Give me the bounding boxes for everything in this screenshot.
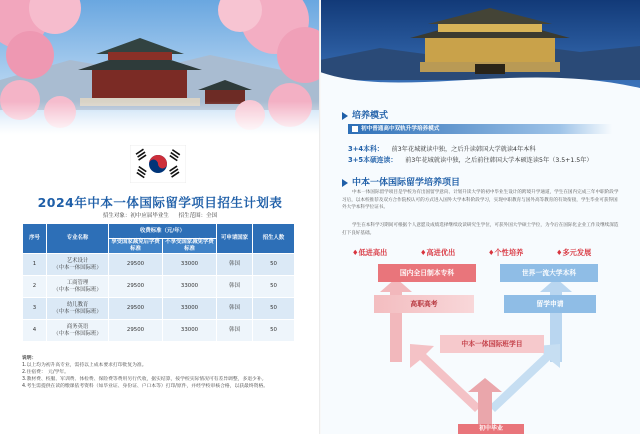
enroll-scope: 招生范围：全国 [178, 213, 218, 219]
enrollment-plan-table [22, 223, 295, 342]
triangle-icon [342, 112, 348, 120]
major-name: 艺术设计 [66, 257, 89, 264]
major-name: 幼儿教育 [66, 301, 89, 308]
notes-title: 说明： [22, 356, 37, 361]
note-item: 4.考生需提供在读的缴课依考资料（如毕业证、身份证、户口本等）打印/原件，并经学校审核合格，以获最终资格。 [22, 384, 269, 389]
korean-flag-icon [130, 145, 186, 183]
cell-fee-reduced: 29500 [109, 254, 163, 276]
cell-major [47, 320, 109, 342]
table-row [23, 254, 295, 276]
section-heading-training-mode [342, 108, 388, 121]
mode-item [348, 143, 536, 153]
section-heading-program [342, 175, 460, 188]
cell-major [47, 276, 109, 298]
cell-quota: 50 [253, 276, 295, 298]
box-integrated-program: 中本一体国际班学目 [440, 335, 544, 353]
plan-title: 2024年中本一体国际留学项目招生计划表 [37, 195, 283, 210]
mode-label: 3+4本科： [348, 145, 384, 153]
box-middle-school-grad: 初中毕业 [458, 424, 524, 434]
cell-fee-reduced: 29500 [109, 276, 163, 298]
arrow-diagonal-icon [489, 344, 560, 412]
enroll-target: 招生对象：初中应届毕业生 [102, 213, 169, 219]
cell-seq: 3 [23, 298, 47, 320]
cell-quota: 50 [253, 320, 295, 342]
table-row [23, 320, 295, 342]
cell-seq: 2 [23, 276, 47, 298]
cell-seq: 1 [23, 254, 47, 276]
triangle-icon [342, 179, 348, 187]
major-note: （中本一体国际班） [53, 330, 102, 337]
header-seq: 序号 [23, 224, 47, 254]
section-title: 中本一体国际留学培养项目 [352, 178, 461, 188]
cell-country: 韩国 [217, 320, 253, 342]
cell-major [47, 298, 109, 320]
cell-quota: 50 [253, 298, 295, 320]
arrow-diagonal-icon [410, 344, 481, 412]
feature-tag: ♦高进优出 [420, 248, 456, 257]
box-domestic-college: 国内全日制本专科 [378, 264, 476, 282]
mode-text: 前3年花城就读中独，之后前往韩国大学本硕连读5年（3.5+1.5年） [405, 157, 593, 164]
feature-tag: ♦个性培养 [488, 248, 524, 257]
mode-text: 前3年花城就读中独，之后升读韩国大学就读4年本科 [391, 146, 536, 153]
header-fee-group: 收费标准（元/年） [109, 224, 217, 239]
major-note: （中本一体国际班） [53, 308, 102, 315]
notes [22, 355, 298, 390]
cell-quota: 50 [253, 254, 295, 276]
box-vocational-exam: 高职高考 [374, 295, 474, 313]
major-name: 工商管理 [66, 279, 89, 286]
feature-tag: ♦多元发展 [556, 248, 592, 257]
cell-seq: 4 [23, 320, 47, 342]
right-page [320, 0, 640, 434]
cell-fee-full: 33000 [163, 320, 217, 342]
feature-tag: ♦低进高出 [352, 248, 388, 257]
header-fee-reduced: 享受国家减免后学费标准 [109, 239, 163, 254]
major-note: （中本一体国际班） [53, 264, 102, 271]
hero-image-palace-cherry [0, 0, 320, 135]
major-name: 商务英语 [66, 323, 89, 330]
mode-subtitle-bar [348, 124, 612, 134]
major-note: （中本一体国际班） [53, 286, 102, 293]
cell-fee-full: 33000 [163, 298, 217, 320]
program-paragraph: 中本一体国际留学项目是学校为有出国留学意向、计划升读大学的初中毕业生设计的跨境升学通道，学生在国内完成三年中职阶段学习后，以本校推荐及双方合作院校认可的方式进入国外大学本科阶段学习，实现中职教育与国外高等教育的有效衔接，学生毕业可获得国外大学本科学位证书。 [342, 190, 619, 210]
note-item: 3.教材费、校服、军训费、体检费、保险费等费用另行代收，据实结算，按学校实际情况可有差异调整，多退少补。 [22, 377, 267, 382]
note-item: 2.住宿费： 元/学年。 [22, 370, 69, 375]
mode-subtitle: 初中普通高中双轨升学培养模式 [361, 126, 440, 132]
table-row [23, 276, 295, 298]
arrow-up-icon [380, 278, 412, 362]
feature-tags [352, 248, 622, 260]
cell-fee-reduced: 29500 [109, 320, 163, 342]
header-fee-full: 不享受国家减免学费标准 [163, 239, 217, 254]
program-paragraph: 学生在本科学习期间可根据个人意愿及成绩选择继续攻读研究生学位，可获外国大学硕士学位，为今后在国际化企业工作及继续深造打下良好基础。 [342, 223, 619, 236]
mode-label: 3+5本硕连读： [348, 156, 398, 164]
header-major: 专业名称 [47, 224, 109, 254]
hero-image-palace-night [320, 0, 640, 95]
box-study-abroad: 留学申请 [504, 295, 596, 313]
cell-fee-reduced: 29500 [109, 298, 163, 320]
cell-fee-full: 33000 [163, 254, 217, 276]
box-world-university: 世界一流大学本科 [500, 264, 598, 282]
header-quota: 招生人数 [253, 224, 295, 254]
cell-major [47, 254, 109, 276]
header-country: 可申请国家 [217, 224, 253, 254]
cell-country: 韩国 [217, 276, 253, 298]
table-row [23, 298, 295, 320]
cell-country: 韩国 [217, 254, 253, 276]
page-fold [319, 0, 321, 434]
section-title: 培养模式 [352, 111, 389, 121]
cell-country: 韩国 [217, 298, 253, 320]
note-item: 1.以上均为初升高专业，需持以上成本要求打印批复为准。 [22, 363, 147, 368]
mode-item [348, 154, 593, 164]
cell-fee-full: 33000 [163, 276, 217, 298]
plan-subtitle [0, 211, 320, 219]
square-icon [352, 126, 358, 132]
